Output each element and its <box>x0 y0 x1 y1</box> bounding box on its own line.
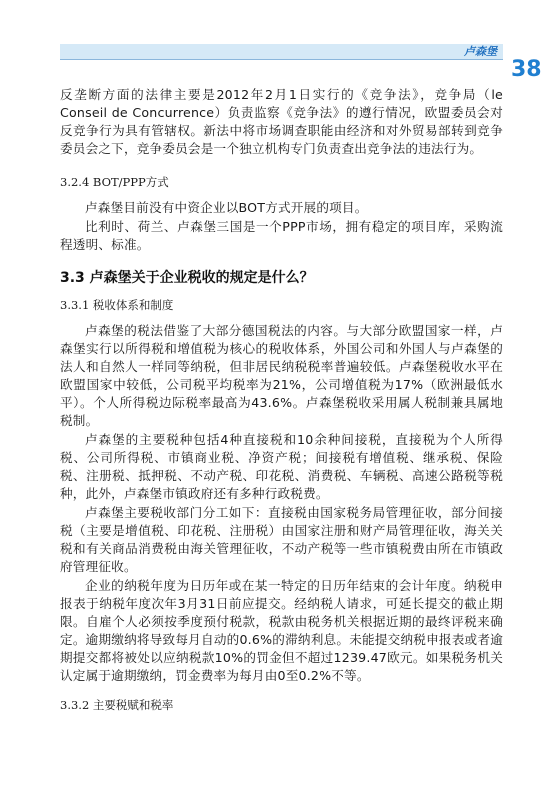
subsection-heading-bot-ppp: 3.2.4 BOT/PPP方式 <box>60 175 169 189</box>
header-band <box>60 44 503 59</box>
running-header-title: 卢森堡 <box>464 45 497 58</box>
subsection-heading-tax-system: 3.3.1 税收体系和制度 <box>60 298 174 312</box>
paragraph-tax-authorities: 卢森堡主要税收部门分工如下：直接税由国家税务局管理征收，部分间接税（主要是增值税、印花税、注册税）由国家注册和财产局管理征收，海关关税和有关商品消费税由海关管理征收，不动产税等一些市镇税费由所在市镇政府管理征收。 <box>60 505 503 574</box>
subsection-heading-main-taxes: 3.3.2 主要税赋和税率 <box>60 698 174 712</box>
page-body <box>60 86 503 713</box>
page-number: 38 <box>511 57 542 82</box>
paragraph-tax-year: 企业的纳税年度为日历年或在某一特定的日历年结束的会计年度。纳税申报表于纳税年度次年3月31日前应提交。经纳税人请求，可延长提交的截止期限。自雇个人必须按季度预付税款，税款由税务机关根据近期的最终评税来确定。逾期缴纳将导致每月自动的0.6%的滞纳利息。未能提交纳税申报表或者逾期提交都将被处以应纳税款10%的罚金但不超过1239.47欧元。如果税务机关认定属于逾期缴纳，罚金费率为每月由0至0.2%不等。 <box>60 578 503 683</box>
paragraph-antitrust: 反垄断方面的法律主要是2012年2月1日实行的《竞争法》，竞争局（le Conseil de Concurrence）负责监察《竞争法》的遵行情况，欧盟委员会对反竞争行为具有管辖权。新法中将市场调查职能由经济和对外贸易部转到竞争委员会之下，竞争委员会是一个独立机构专门负责查出竞争法的违法行为。 <box>60 87 503 156</box>
header-divider <box>60 59 503 60</box>
section-heading-tax: 3.3 卢森堡关于企业税收的规定是什么？ <box>60 270 314 286</box>
paragraph-tax-types: 卢森堡的主要税种包括4种直接税和10余种间接税，直接税为个人所得税、公司所得税、市镇商业税、净资产税；间接税有增值税、继承税、保险税、注册税、抵押税、不动产税、印花税、消费税、车辆税、高速公路税等税种，此外，卢森堡市镇政府还有多种行政税费。 <box>60 432 503 501</box>
paragraph-tax-system: 卢森堡的税法借鉴了大部分德国税法的内容。与大部分欧盟国家一样，卢森堡实行以所得税和增值税为核心的税收体系，外国公司和外国人与卢森堡的法人和自然人一样同等纳税，但非居民纳税税率普遍较低。卢森堡税收水平在欧盟国家中较低，公司税平均税率为21%，公司增值税为17%（欧洲最低水平）。个人所得税边际税率最高为43.6%。卢森堡税收采用属人税制兼具属地税制。 <box>60 323 503 428</box>
paragraph-ppp: 比利时、荷兰、卢森堡三国是一个PPP市场，拥有稳定的项目库，采购流程透明、标准。 <box>60 219 503 252</box>
paragraph-bot: 卢森堡目前没有中资企业以BOT方式开展的项目。 <box>85 200 368 215</box>
